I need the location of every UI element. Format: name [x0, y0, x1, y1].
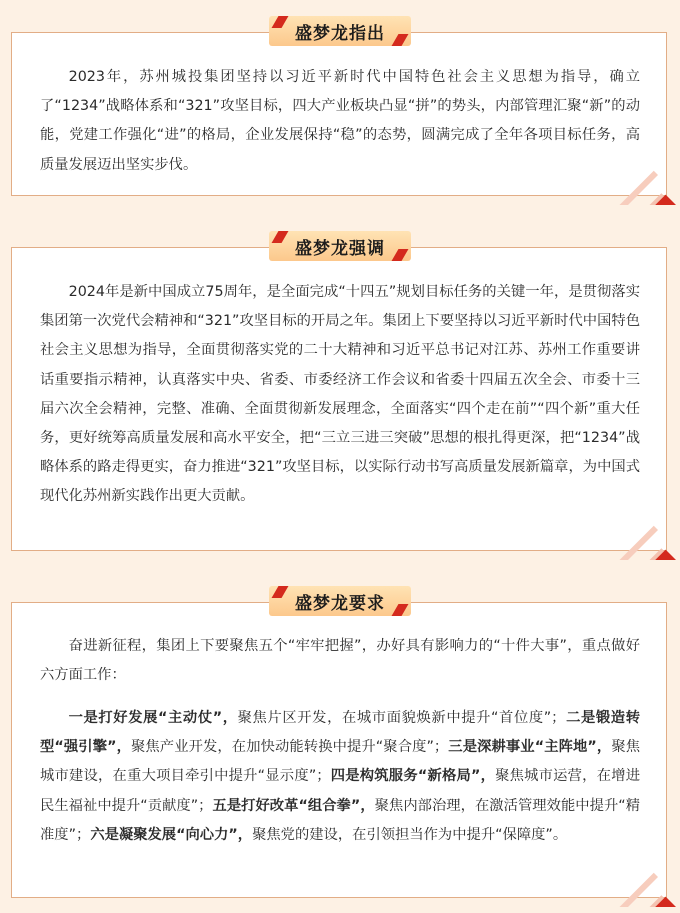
task-6-text: 聚焦党的建设，在引领担当作为中提升“保障度”。	[252, 826, 568, 843]
section-card-2	[11, 247, 667, 551]
task-6-heading: 六是凝聚发展“向心力”，	[90, 826, 253, 843]
section-2-paragraph: 2024年是新中国成立75周年，是全面完成“十四五”规划目标任务的关键一年，是贯彻落实集团第一次党代会精神和“321”攻坚目标的开局之年。集团上下要坚持以习近平新时代中国特色社会主义思想为指导，全面贯彻落实党的二十大精神和习近平总书记对江苏、苏州工作重要讲话重要指示精神，认真落实中央、省委、市委经济工作会议和省委十四届五次全会、市委十三届六次全会精神，完整、准确、全面贯彻新发展理念，全面落实“四个走在前”“四个新”重大任务，更好统筹高质量发展和高水平安全，把“三立三进三突破”思想的根扎得更深，把“1234”战略体系的路走得更实，奋力推进“321”攻坚目标，以实际行动书写高质量发展新篇章，为中国式现代化苏州新实践作出更大贡献。	[40, 284, 640, 505]
task-3-text: 聚焦城市建设，在重大项目牵引中提升“显示度”；	[40, 739, 641, 785]
section-1-title: 盛梦龙指出	[295, 23, 385, 44]
section-1-title-tab	[269, 16, 411, 46]
task-5-heading: 五是打好改革“组合拳”，	[212, 797, 375, 814]
task-2-heading: 二是锻造转型“强引擎”，	[40, 710, 641, 756]
task-1-heading: 一是打好发展“主动仗”，	[68, 710, 238, 726]
section-3-tasks	[40, 704, 640, 850]
section-1-paragraph: 2023年，苏州城投集团坚持以习近平新时代中国特色社会主义思想为指导，确立了“1234”战略体系和“321”攻坚目标，四大产业板块凸显“拼”的势头，内部管理汇聚“新”的动能，党建工作强化“进”的格局，企业发展保持“稳”的态势，圆满完成了全年各项目标任务，高质量发展迈出坚实步伐。	[40, 69, 640, 173]
section-card-1	[11, 32, 667, 196]
section-3-title: 盛梦龙要求	[295, 593, 385, 614]
task-2-text: 聚焦产业开发，在加快动能转换中提升“聚合度”；	[131, 739, 449, 756]
section-2-title: 盛梦龙强调	[295, 238, 385, 259]
section-2-title-tab	[269, 231, 411, 261]
task-4-text: 聚焦城市运营，在增进民生福祉中提升“贡献度”；	[40, 768, 641, 814]
section-3-title-tab	[269, 586, 411, 616]
task-3-heading: 三是深耕事业“主阵地”，	[448, 739, 612, 756]
section-3-intro: 奋进新征程，集团上下要聚焦五个“牢牢把握”，办好具有影响力的“十件大事”，重点做好六方面工作：	[40, 638, 640, 684]
task-5-text: 聚焦内部治理，在激活管理效能中提升“精准度”；	[40, 797, 641, 843]
task-4-heading: 四是构筑服务“新格局”，	[330, 768, 496, 785]
task-1-text: 聚焦片区开发，在城市面貌焕新中提升“首位度”；	[237, 710, 566, 726]
section-card-3	[11, 602, 667, 898]
